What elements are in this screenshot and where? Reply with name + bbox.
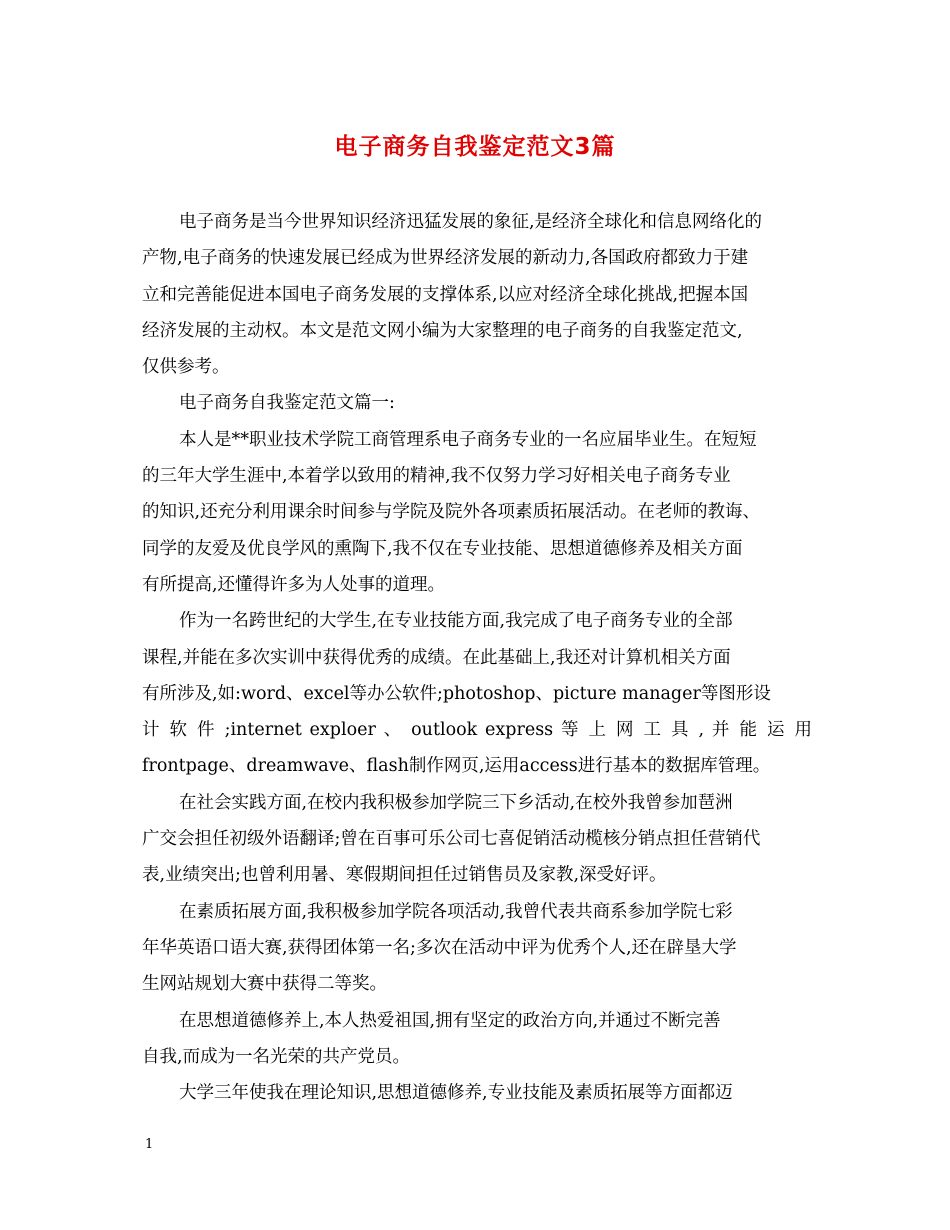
page-number: 1 xyxy=(145,1137,154,1152)
text-line: 在素质拓展方面,我积极参加学院各项活动,我曾代表共商系参加学院七彩 xyxy=(179,901,733,922)
text-line: 年华英语口语大赛,获得团体第一名;多次在活动中评为优秀个人,还在辟垦大学 xyxy=(142,937,737,958)
text-line: 大学三年使我在理论知识,思想道德修养,专业技能及素质拓展等方面都迈 xyxy=(179,1083,733,1104)
text-line: 广交会担任初级外语翻译;曾在百事可乐公司七喜促销活动榄核分销点担任营销代 xyxy=(142,829,761,850)
text-line: 的知识,还充分利用课余时间参与学院及院外各项素质拓展活动。在老师的教诲、 xyxy=(142,502,761,523)
text-line: 本人是**职业技术学院工商管理系电子商务专业的一名应届毕业生。在短短 xyxy=(179,429,757,450)
text-line: 产物,电子商务的快速发展已经成为世界经济发展的新动力,各国政府都致力于建 xyxy=(142,248,749,269)
text-line: 计 软 件 ;internet exploer 、 outlook express 等 上 网 工 具 , 并 能 运 用 xyxy=(142,720,812,741)
text-line: 立和完善能促进本国电子商务发展的支撑体系,以应对经济全球化挑战,把握本国 xyxy=(142,284,749,305)
text-line: 有所涉及,如:word、excel等办公软件;photoshop、picture manager等图形设 xyxy=(142,683,771,704)
text-line: 有所提高,还懂得许多为人处事的道理。 xyxy=(142,574,446,595)
text-line: frontpage、dreamwave、flash制作网页,运用access进行基本的数据库管理。 xyxy=(142,756,771,777)
text-line: 自我,而成为一名光荣的共产党员。 xyxy=(142,1046,411,1067)
text-line: 在思想道德修养上,本人热爱祖国,拥有坚定的政治方向,并通过不断完善 xyxy=(179,1010,721,1031)
text-line: 生网站规划大赛中获得二等奖。 xyxy=(142,974,387,995)
text-line: 作为一名跨世纪的大学生,在专业技能方面,我完成了电子商务专业的全部 xyxy=(179,611,733,632)
text-line: 课程,并能在多次实训中获得优秀的成绩。在此基础上,我还对计算机相关方面 xyxy=(142,647,731,668)
text-line: 表,业绩突出;也曾利用暑、寒假期间担任过销售员及家教,深受好评。 xyxy=(142,865,667,886)
text-line: 经济发展的主动权。本文是范文网小编为大家整理的电子商务的自我鉴定范文, xyxy=(142,320,743,341)
text-line: 同学的友爱及优良学风的熏陶下,我不仅在专业技能、思想道德修养及相关方面 xyxy=(142,538,743,559)
section-heading: 电子商务自我鉴定范文篇一: xyxy=(179,393,395,414)
document-body xyxy=(142,204,812,1111)
text-line: 的三年大学生涯中,本着学以致用的精神,我不仅努力学习好相关电子商务专业 xyxy=(142,466,731,487)
document-title: 电子商务自我鉴定范文3篇 xyxy=(334,134,616,160)
text-line: 仅供参考。 xyxy=(142,357,230,378)
text-line: 电子商务是当今世界知识经济迅猛发展的象征,是经济全球化和信息网络化的 xyxy=(179,212,763,232)
text-line: 在社会实践方面,在校内我积极参加学院三下乡活动,在校外我曾参加琶洲 xyxy=(179,792,733,813)
